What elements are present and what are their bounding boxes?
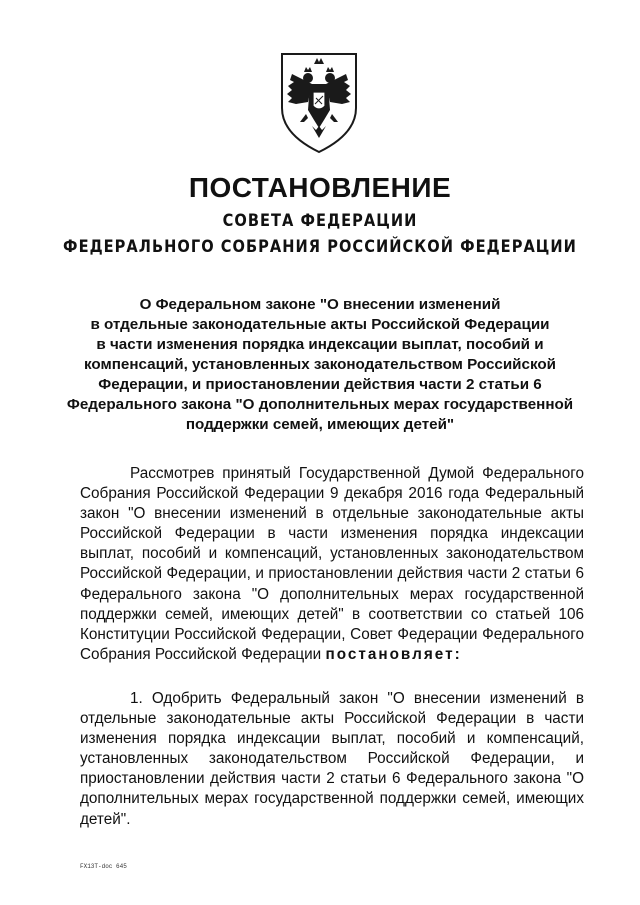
- subject-line: в части изменения порядка индексации выплат, пособий и: [96, 336, 544, 353]
- resolution-item-1: 1. Одобрить Федеральный закон "О внесении изменений в отдельные законодательные акты Российской Федерации в части изменения порядка индексации выплат, пособий и компенсаций, установленных законодательством Российской Федерации, и приостановлении действия части 2 статьи 6 Федерального закона "О дополнительных мерах государственной поддержки семей, имеющих детей".: [80, 690, 584, 828]
- subject-line: О Федеральном законе "О внесении изменений: [139, 296, 501, 313]
- resolves-keyword: постановляет:: [325, 645, 462, 663]
- issuing-body-line-1: СОВЕТА ФЕДЕРАЦИИ: [222, 211, 418, 231]
- document-subject: [60, 295, 580, 435]
- preamble-paragraph: [80, 464, 584, 665]
- coat-of-arms-icon: [278, 52, 360, 154]
- subject-line: компенсаций, установленных законодательством Российской: [84, 356, 556, 373]
- preamble-text: Рассмотрев принятый Государственной Думой Федерального Собрания Российской Федерации 9 декабря 2016 года Федеральный закон "О внесении изменений в отдельные законодательные акты Российской Федерации в части изменения порядка индексации выплат, пособий и компенсаций, установленных законодательством Российской Федерации, и приостановлении действия части 2 статьи 6 Федерального закона "О дополнительных мерах государственной поддержки семей, имеющих детей" в соответствии со статьей 106 Конституции Российской Федерации, Совет Федерации Федерального Собрания Российской Федерации: [80, 465, 584, 663]
- subject-line: поддержки семей, имеющих детей": [185, 416, 455, 433]
- issuing-body-line-2: ФЕДЕРАЛЬНОГО СОБРАНИЯ РОССИЙСКОЙ ФЕДЕРАЦИИ: [63, 237, 577, 257]
- document-code: FX13T-doc 645: [80, 863, 127, 870]
- subject-line: Федерального закона "О дополнительных мерах государственной: [66, 396, 574, 413]
- subject-line: Федерации, и приостановлении действия части 2 статьи 6: [98, 376, 542, 393]
- subject-line: в отдельные законодательные акты Российской Федерации: [90, 316, 550, 333]
- document-title: ПОСТАНОВЛЕНИЕ: [188, 172, 452, 203]
- coat-of-arms-svg: [278, 52, 360, 154]
